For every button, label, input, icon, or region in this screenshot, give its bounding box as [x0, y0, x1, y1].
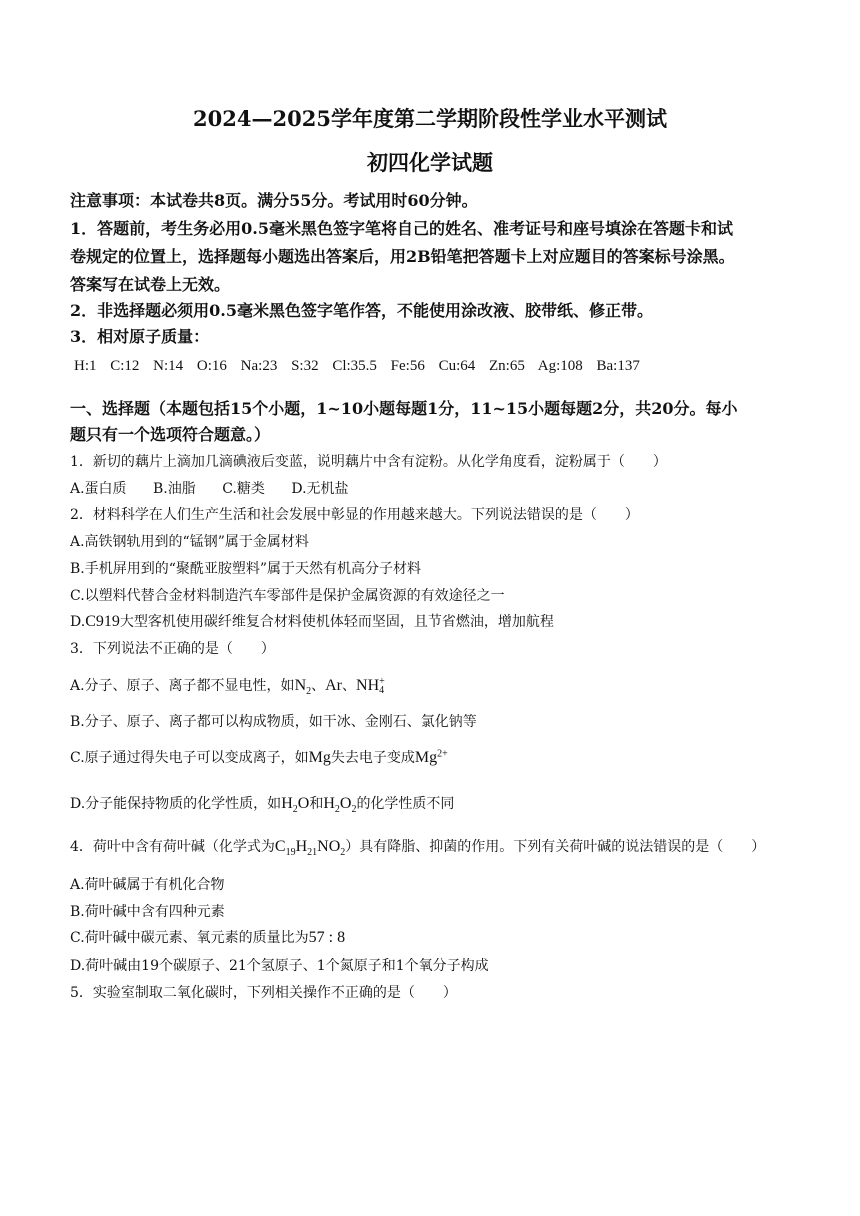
- formula-o: O: [339, 795, 352, 812]
- notice-item-1-line-1: 1．答题前，考生务必用0.5毫米黑色签字笔将自己的姓名、准考证号和座号填涂在答题卡和试: [70, 219, 733, 238]
- question-4-option-c: [70, 927, 345, 947]
- question-3-option-c: [70, 747, 448, 767]
- mass-ratio: 57 : 8: [308, 929, 346, 946]
- question-3-option-b: B.分子、原子、离子都可以构成物质，如干冰、金刚石、氯化钠等: [70, 714, 477, 730]
- question-4-option-a: A.荷叶碱属于有机化合物: [70, 877, 225, 893]
- subscript: 2: [340, 846, 346, 858]
- notice-item-3: 3．相对原子质量：: [70, 327, 210, 346]
- atomic-masses: H:1 C:12 N:14 O:16 Na:23 S:32 Cl:35.5 Fe:56 Cu:64 Zn:65 Ag:108 Ba:137: [74, 358, 640, 374]
- subscript: 2: [351, 803, 357, 815]
- section-1-heading-line-1: 一、选择题（本题包括15个小题，1~10小题每题1分，11~15小题每题2分，共20分。每小: [70, 399, 738, 418]
- question-2-option-a: A.高铁钢轨用到的“锰钢”属于金属材料: [70, 534, 309, 550]
- question-3-stem: 3．下列说法不正确的是（ ）: [70, 641, 275, 657]
- formula-c: C: [274, 838, 286, 855]
- aircraft-model: C919: [85, 613, 120, 630]
- formula-o: O: [297, 795, 310, 812]
- formula-n: N: [294, 677, 307, 694]
- question-1-option-d: D.无机盐: [291, 481, 349, 497]
- notice-item-1-line-3: 答案写在试卷上无效。: [70, 275, 231, 294]
- exam-title: 2024—2025学年度第二学期阶段性学业水平测试: [193, 106, 667, 131]
- separator: 、: [342, 678, 357, 694]
- option-letter: D.: [70, 614, 86, 630]
- question-1-option-a: A.蛋白质: [70, 481, 127, 497]
- stem-text: 4．荷叶中含有荷叶碱（化学式为: [70, 839, 275, 855]
- option-text: 和: [309, 796, 324, 812]
- exam-subtitle: 初四化学试题: [367, 150, 493, 175]
- option-text: D.分子能保持物质的化学性质，如: [70, 796, 282, 812]
- formula-h: H: [281, 795, 293, 812]
- question-2-option-d: [70, 611, 554, 631]
- subscript: 2: [306, 685, 312, 697]
- subscript: 21: [307, 846, 318, 858]
- subscript: 19: [285, 846, 296, 858]
- formula-ar: Ar: [325, 677, 343, 694]
- formula-no: NO: [317, 838, 341, 855]
- question-4-option-b: B.荷叶碱中含有四种元素: [70, 904, 225, 920]
- option-text: 失去电子变成: [330, 750, 415, 766]
- question-1-option-c: C.糖类: [222, 481, 265, 497]
- formula-mg: Mg: [308, 749, 331, 766]
- question-2-stem: 2．材料科学在人们生产生活和社会发展中彰显的作用越来越大。下列说法错误的是（ ）: [70, 507, 639, 523]
- subscript: 4: [379, 685, 385, 696]
- section-1-heading-line-2: 题只有一个选项符合题意。）: [70, 425, 271, 444]
- question-2-option-c: C.以塑料代替合金材料制造汽车零部件是保护金属资源的有效途径之一: [70, 588, 505, 604]
- subscript: 2: [334, 803, 340, 815]
- separator: 、: [311, 678, 326, 694]
- stem-text: ）具有降脂、抑菌的作用。下列有关荷叶碱的说法错误的是（ ）: [345, 839, 766, 855]
- question-4-option-d: D.荷叶碱由19个碳原子、21个氢原子、1个氮原子和1个氧分子构成: [70, 958, 489, 974]
- superscript: +: [379, 676, 385, 687]
- superscript: 2+: [437, 748, 448, 760]
- question-3-option-d: [70, 793, 454, 815]
- formula-h: H: [295, 838, 308, 855]
- question-1-options: [70, 478, 371, 498]
- question-1-stem: 1．新切的藕片上滴加几滴碘液后变蓝，说明藕片中含有淀粉。从化学角度看，淀粉属于（ ）: [70, 454, 667, 470]
- formula-mg-ion: Mg: [414, 749, 438, 766]
- formula-h: H: [323, 795, 335, 812]
- option-text: A.分子、原子、离子都不显电性，如: [70, 678, 295, 694]
- formula-nh: NH: [356, 677, 380, 694]
- question-4-stem: [70, 836, 765, 858]
- option-text: C.原子通过得失电子可以变成离子，如: [70, 750, 309, 766]
- notice-item-1-line-2: 卷规定的位置上，选择题每小题选出答案后，用2B铅笔把答题卡上对应题目的答案标号涂黑。: [70, 247, 735, 266]
- option-text: C.荷叶碱中碳元素、氧元素的质量比为: [70, 930, 309, 946]
- notice-item-2: 2．非选择题必须用0.5毫米黑色签字笔作答，不能使用涂改液、胶带纸、修正带。: [70, 301, 653, 320]
- question-1-option-b: B.油脂: [153, 481, 196, 497]
- option-text: 大型客机使用碳纤维复合材料使机体轻而坚固，且节省燃油，增加航程: [119, 614, 554, 630]
- option-text: 的化学性质不同: [356, 796, 455, 812]
- question-5-stem: 5．实验室制取二氧化碳时，下列相关操作不正确的是（ ）: [70, 985, 457, 1001]
- question-3-option-a: [70, 675, 385, 697]
- notice-heading: 注意事项：本试卷共8页。满分55分。考试用时60分钟。: [70, 191, 478, 210]
- subscript: 2: [292, 803, 298, 815]
- question-2-option-b: B.手机屏用到的“聚酰亚胺塑料”属于天然有机高分子材料: [70, 561, 422, 577]
